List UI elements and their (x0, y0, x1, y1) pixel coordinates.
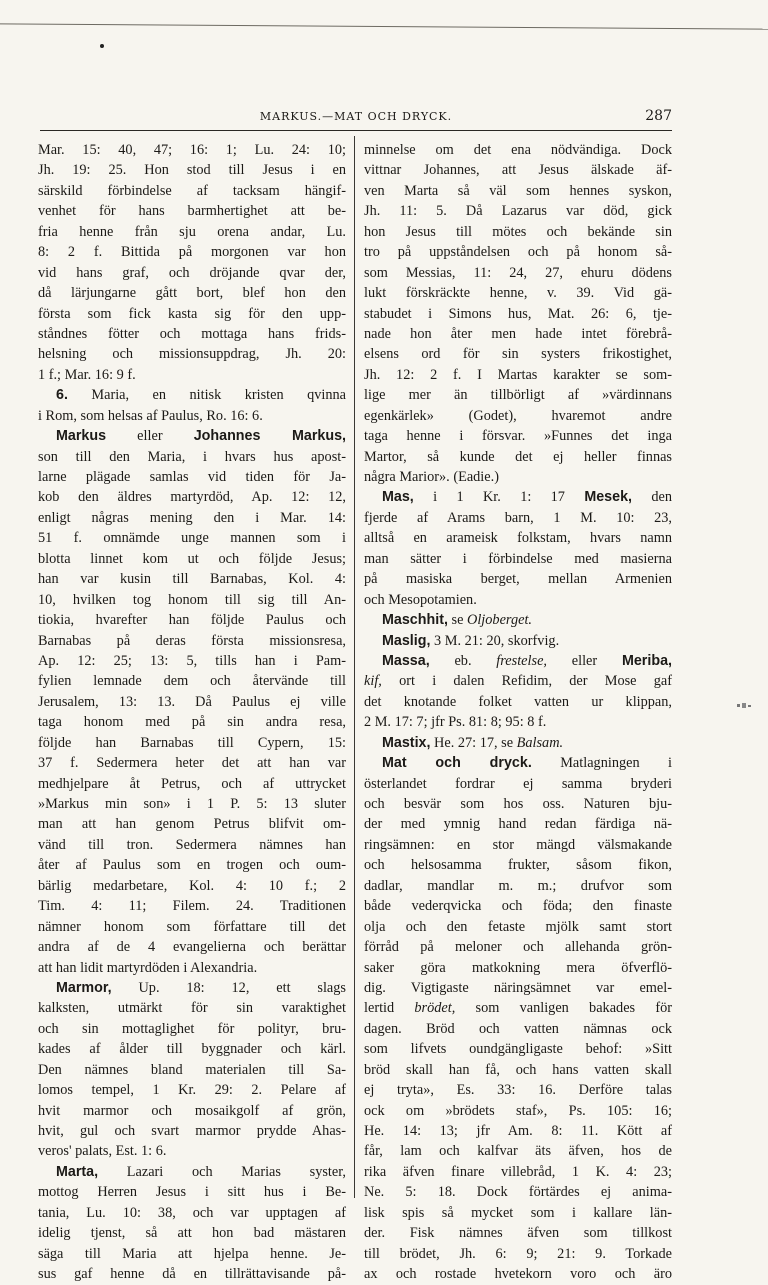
line-text: att han lidit martyrdöden i Alexandria. (38, 959, 258, 976)
text-line (364, 1244, 672, 1264)
line-text: der. Fisk nämnes äfven som tillkost (364, 1225, 672, 1242)
text-line (364, 753, 672, 773)
line-text: ringsämnen: en stor mängd välsmakande (364, 836, 672, 853)
line-text: He. 27: 17, se (430, 734, 517, 751)
text-line (38, 876, 346, 896)
text-line (364, 1182, 672, 1202)
text-line (364, 1101, 672, 1121)
text-line (38, 406, 346, 426)
text-line (38, 610, 346, 630)
line-text: Maria, en nitisk kristen qvinna (67, 387, 346, 404)
line-text: taga henne i försvar. »Funnes det inga (364, 428, 672, 445)
text-line (38, 385, 346, 405)
text-line (364, 937, 672, 957)
line-text: österlandet fordrar ej samma bryderi (364, 775, 672, 792)
text-line (364, 140, 672, 160)
line-text: 8: 2 f. Bittida på morgonen var hon (38, 244, 346, 261)
text-line (38, 487, 346, 507)
text-line (364, 794, 672, 814)
text-line (364, 549, 672, 569)
text-line (364, 651, 672, 671)
line-text: 37 f. Sedermera heter det att han var (38, 755, 346, 772)
line-text: Up. 18: 12, ett slags (111, 979, 346, 996)
line-text: »Markus min son» i 1 P. 5: 13 sluter (38, 796, 346, 812)
line-text: ock om »brödets staf», Ps. 105: 16; (364, 1102, 672, 1119)
text-line (38, 528, 346, 548)
entry-headword: Massa, (382, 652, 430, 669)
text-line (38, 1101, 346, 1121)
entry-headword: Maslig, (382, 632, 431, 649)
line-text: den (632, 489, 672, 506)
line-text: man sätter i förbindelse med masierna (364, 550, 672, 567)
text-line (38, 733, 346, 753)
line-text: ståndnes fötter och mottaga hans frids- (38, 325, 346, 342)
text-line (364, 1080, 672, 1100)
text-line (364, 733, 672, 753)
text-line (38, 344, 346, 364)
text-line (38, 324, 346, 344)
text-line (38, 1223, 346, 1243)
text-line (38, 1080, 346, 1100)
text-line (364, 304, 672, 324)
line-text: Tim. 4: 11; Filem. 24. Traditionen (38, 898, 346, 915)
line-text: i 1 Kr. 1: 17 (413, 489, 585, 506)
line-text: fjerde af Arams barn, 1 M. 10: 23, (364, 509, 672, 526)
line-text: följde han Barnabas till Cypern, 15: (38, 734, 346, 751)
line-text: idelig tjenst, så att hon bad mästaren (38, 1225, 346, 1242)
line-text: enligt någras mening den i Mar. 14: (38, 509, 346, 526)
line-text: Den nämnes bland materialen till Sa- (38, 1061, 346, 1078)
text-line (38, 753, 346, 773)
text-line (38, 242, 346, 262)
line-text: Jh. 12: 2 f. I Martas karakter se som- (364, 366, 672, 383)
text-line (38, 855, 346, 875)
line-text: Mar. 15: 40, 47; 16: 1; Lu. 24: 10; (38, 142, 346, 158)
entry-headword: Marmor, (56, 979, 112, 996)
line-text: lukt förskräckte henne, v. 39. Vid gä- (364, 285, 672, 302)
text-line (364, 1060, 672, 1080)
text-line (38, 1121, 346, 1141)
line-text: medhjelpare åt Petrus, och af uttrycket (38, 775, 346, 792)
text-line (364, 160, 672, 180)
line-text: Ne. 5: 18. Dock förtärdes ej anima- (364, 1184, 672, 1201)
line-text: hvit marmor och mosaikgolf af grön, (38, 1102, 346, 1119)
header-rule (40, 130, 672, 131)
line-text: nade hon åter men hade intet förebrå- (364, 325, 672, 342)
entry-headword: Mat och dryck. (382, 755, 532, 772)
entry-headword: 6. (56, 387, 68, 404)
entry-headword: Mastix, (382, 734, 431, 751)
line-text: taga honom med på sin andra resa, (38, 714, 346, 731)
italic-text: brödet, (414, 1000, 456, 1017)
entry-headword: Maschhit, (382, 612, 448, 629)
text-line (38, 835, 346, 855)
text-line (38, 569, 346, 589)
line-text: Martor, så kunde det ej heller finnas (364, 448, 672, 465)
text-line (364, 201, 672, 221)
line-text: stabudet i Simons hus, Mat. 26: 6, tje- (364, 305, 672, 322)
line-text: eller (106, 428, 194, 445)
text-line (364, 1141, 672, 1161)
line-text: vittnar Johannes, att Jesus älskade äf- (364, 162, 672, 179)
line-text: fylien lemnade dem och återvände till (38, 673, 346, 690)
text-line (364, 263, 672, 283)
line-text: veros' palats, Est. 1: 6. (38, 1143, 167, 1160)
text-line (38, 1182, 346, 1202)
line-text: ven Marta så väl som hennes syskon, (364, 182, 672, 199)
line-text: nämner honom som författare till det (38, 918, 346, 935)
line-text: 3 M. 21: 20, skorfvig. (430, 632, 560, 649)
line-text: lertid (364, 1000, 415, 1017)
line-text: 2 M. 17: 7; jfr Ps. 81: 8; 95: 8 f. (364, 714, 547, 731)
text-line (364, 1223, 672, 1243)
line-text: saker göra matkokning mera öfverflö- (364, 959, 672, 976)
line-text: 10, hvilken tog honom till sig till An- (38, 591, 346, 608)
italic-text: Oljoberget. (467, 612, 532, 629)
line-text: lomos tempel, 1 Kr. 29: 2. Pelare af (38, 1082, 346, 1099)
line-text: hvit, gul och svart marmor prydde Ahas- (38, 1123, 346, 1139)
line-text: tro på uppståndelsen och på honom så- (364, 244, 672, 261)
text-line (38, 508, 346, 528)
text-line (38, 958, 346, 978)
text-line (38, 1203, 346, 1223)
text-line (38, 1060, 346, 1080)
text-line (38, 1019, 346, 1039)
line-text: och helsosamma frukter, såsom fikon, (364, 857, 672, 874)
line-text: Jh. 19: 25. Hon stod till Jesus i en (38, 162, 346, 179)
line-text: och Mesopotamien. (364, 591, 477, 608)
line-text: i Rom, som helsas af Paulus, Ro. 16: 6. (38, 407, 263, 424)
line-text: särskild förbindelse af tacksam hängif- (38, 182, 346, 199)
text-line (364, 978, 672, 998)
text-line (38, 651, 346, 671)
text-line (38, 794, 346, 814)
text-line (38, 937, 346, 957)
text-line (38, 1162, 346, 1182)
line-text: hon Jesus till mötes och bekände sin (364, 223, 672, 240)
text-line (364, 774, 672, 794)
line-text: som lifvets oundgängligaste behof: »Sitt (364, 1041, 672, 1058)
line-text: kob den äldres martyrdöd, Ap. 12: 12, (38, 489, 346, 506)
line-text: på masiska berget, mellan Armenien (364, 571, 672, 588)
text-line (364, 1162, 672, 1182)
text-line (38, 917, 346, 937)
page-number: 287 (645, 108, 672, 124)
line-text: bröd skall han få, och hans vatten skall (364, 1061, 672, 1078)
running-header (40, 110, 672, 126)
line-text: mottog Herren Jesus i sitt hus i Be- (38, 1184, 346, 1201)
entry-headword: Mesek, (584, 489, 632, 506)
line-text: Matlagningen i (531, 755, 673, 772)
text-line (364, 528, 672, 548)
text-line (38, 1141, 346, 1161)
line-text: 51 f. omnämde unge mannen som i (38, 530, 346, 547)
text-line (38, 467, 346, 487)
text-line (364, 385, 672, 405)
text-line (364, 222, 672, 242)
line-text: minnelse om det ena nödvändiga. Dock (364, 142, 672, 158)
text-line (38, 978, 346, 998)
line-text: olja och den fetaste mjölk samt stort (364, 918, 672, 935)
line-text: vid hans graf, och dröjande qvar der, (38, 264, 346, 281)
line-text: tiokia, hvarefter han följde Paulus och (38, 612, 346, 629)
entry-headword: Meriba, (621, 652, 672, 669)
text-line (364, 283, 672, 303)
text-line (364, 855, 672, 875)
margin-mark (736, 702, 752, 710)
text-line (364, 712, 672, 732)
entry-headword: Johannes Markus, (193, 428, 346, 445)
text-line (364, 181, 672, 201)
right-column (364, 140, 673, 1283)
text-line (364, 631, 672, 651)
line-text: venhet för hans barmhertighet att be- (38, 203, 346, 220)
line-text: eb. (429, 652, 497, 669)
text-line (38, 998, 346, 1018)
line-text: lisk spis så mycket som i kallare län- (364, 1204, 672, 1221)
page-edge-line (0, 23, 768, 29)
line-text: han var kusin till Barnabas, Kol. 4: (38, 571, 346, 588)
line-text: ej tryta», Es. 33: 16. Derföre talas (364, 1082, 672, 1099)
line-text: alltså en arameisk folkstam, hvars namn (364, 530, 672, 547)
line-text: både vederqvicka och föda; den finaste (364, 898, 672, 915)
line-text: vänd till tron. Sedermera nämnes han (38, 836, 346, 853)
line-text: första som fick kasta sig för den upp- (38, 305, 346, 322)
text-line (364, 467, 672, 487)
line-text: der med ymnig hand redan färdiga nä- (364, 816, 672, 833)
line-text: Jh. 11: 5. Då Lazarus var död, gick (364, 203, 672, 220)
text-line (364, 365, 672, 385)
line-text: dagen. Bröd och vatten nämnas ock (364, 1020, 672, 1037)
text-line (38, 549, 346, 569)
text-line (364, 242, 672, 262)
line-text: till brödet, Jh. 6: 9; 21: 9. Torkade (364, 1245, 672, 1262)
line-text: Jerusalem, 13: 13. Då Paulus ej ville (38, 693, 346, 710)
line-text: He. 14: 13; jfr Am. 8: 11. Kött af (364, 1123, 672, 1139)
line-text: larne plägade samlas vid tiden för Ja- (38, 469, 346, 485)
text-line (38, 1264, 346, 1284)
text-line (38, 692, 346, 712)
line-text: rika äfven finare villebråd, 1 K. 4: 23; (364, 1163, 672, 1180)
text-line (38, 263, 346, 283)
header-title: MARKUS.—MAT OCH DRYCK. (259, 110, 453, 123)
line-text: tania, Lu. 10: 38, och var upptagen af (38, 1204, 346, 1221)
italic-text: Balsam. (516, 734, 564, 751)
entry-headword: Markus (56, 428, 107, 445)
line-text: Barnabas på deras första missionsresa, (38, 632, 346, 649)
text-line (38, 304, 346, 324)
text-line (364, 958, 672, 978)
text-line (364, 1203, 672, 1223)
text-line (38, 631, 346, 651)
line-text: ax och rostade hvetekorn voro och äro (364, 1266, 672, 1283)
text-line (364, 344, 672, 364)
line-text: sus gaf henne då en tillrättavisande på- (38, 1266, 346, 1283)
entry-headword: Mas, (382, 489, 414, 506)
text-line (364, 447, 672, 467)
italic-text: frestelse, (496, 652, 547, 669)
line-text: 1 f.; Mar. 16: 9 f. (38, 366, 136, 383)
line-text: kalksten, utmärkt för sin varaktighet (38, 1000, 346, 1017)
line-text: får, lam och kalfvar äts äfven, hos de (364, 1143, 672, 1160)
italic-text: kif, (364, 673, 382, 690)
text-line (38, 365, 346, 385)
text-line (364, 508, 672, 528)
text-line (38, 896, 346, 916)
line-text: dadlar, mandlar m. m.; drufvor som (364, 877, 672, 894)
text-line (364, 610, 672, 630)
text-line (38, 590, 346, 610)
entry-headword: Marta, (56, 1163, 99, 1180)
line-text: se (447, 612, 467, 629)
text-line (364, 814, 672, 834)
text-line (38, 447, 346, 467)
line-text: son till den Maria, i hvars hus apost- (38, 448, 346, 465)
line-text: man att han genom Petrus blifvit om- (38, 816, 346, 833)
line-text: och besvär som hos oss. Naturen bju- (364, 796, 672, 812)
text-line (38, 671, 346, 691)
text-line (38, 222, 346, 242)
text-line (364, 569, 672, 589)
text-line (364, 590, 672, 610)
line-text: dig. Vigtigaste näringsämnet var emel- (364, 979, 672, 996)
line-text: som vanligen bakades för (455, 1000, 673, 1017)
line-text: lige mer än tillbörligt af »värdinnans (364, 387, 672, 404)
text-line (38, 814, 346, 834)
text-line (38, 426, 346, 446)
line-text: fria henne från sju orena andar, Lu. (38, 223, 346, 240)
line-text: elsens ord för sin systers frikostighet, (364, 346, 672, 363)
line-text: andra af de 4 evangelierna och berättar (38, 939, 346, 956)
text-line (364, 406, 672, 426)
text-line (364, 917, 672, 937)
line-text: ort i dalen Refidim, der Mose gaf (381, 673, 672, 690)
line-text: Lazari och Marias syster, (98, 1163, 346, 1180)
line-text: förråd på meloner och allehanda grön- (364, 939, 672, 956)
line-text: och sin mottaglighet för polityr, bru- (38, 1020, 346, 1037)
line-text: egenkärlek» (Godet), hvaremot andre (364, 407, 672, 424)
line-text: det knotande folket vatten ur klippan, (364, 693, 672, 710)
line-text: några Marior». (Eadie.) (364, 469, 499, 485)
column-divider (354, 136, 355, 1198)
line-text: åter af Paulus som en trogen och oum- (38, 857, 346, 874)
text-line (364, 487, 672, 507)
line-text: helsning och missionsuppdrag, Jh. 20: (38, 346, 346, 363)
text-line (364, 1019, 672, 1039)
text-line (38, 712, 346, 732)
text-line (364, 1121, 672, 1141)
text-line (364, 1039, 672, 1059)
line-text: säga till Maria att hjelpa henne. Je- (38, 1245, 346, 1262)
text-line (364, 324, 672, 344)
line-text: eller (547, 652, 622, 669)
text-line (38, 201, 346, 221)
line-text: då lärjungarne gått bort, blef hon den (38, 285, 346, 302)
line-text: bärlig medarbetare, Kol. 4: 10 f.; 2 (38, 877, 346, 894)
text-line (38, 1039, 346, 1059)
text-line (38, 181, 346, 201)
text-line (38, 160, 346, 180)
text-line (364, 671, 672, 691)
ink-dot (100, 44, 104, 48)
line-text: kades af ålder till byggnader och kärl. (38, 1041, 346, 1058)
line-text: Ap. 12: 25; 13: 5, tills han i Pam- (38, 652, 346, 669)
text-line (364, 426, 672, 446)
text-line (38, 774, 346, 794)
text-line (364, 1264, 672, 1284)
text-line (364, 896, 672, 916)
line-text: som Messias, 11: 24, 27, ehuru dödens (364, 264, 672, 281)
line-text: blotta linnet kom ut och följde Jesus; (38, 550, 346, 567)
text-line (38, 283, 346, 303)
left-column (38, 140, 346, 1283)
text-line (364, 876, 672, 896)
text-line (364, 692, 672, 712)
text-line (38, 1244, 346, 1264)
text-line (364, 835, 672, 855)
text-line (38, 140, 346, 160)
text-line (364, 998, 672, 1018)
